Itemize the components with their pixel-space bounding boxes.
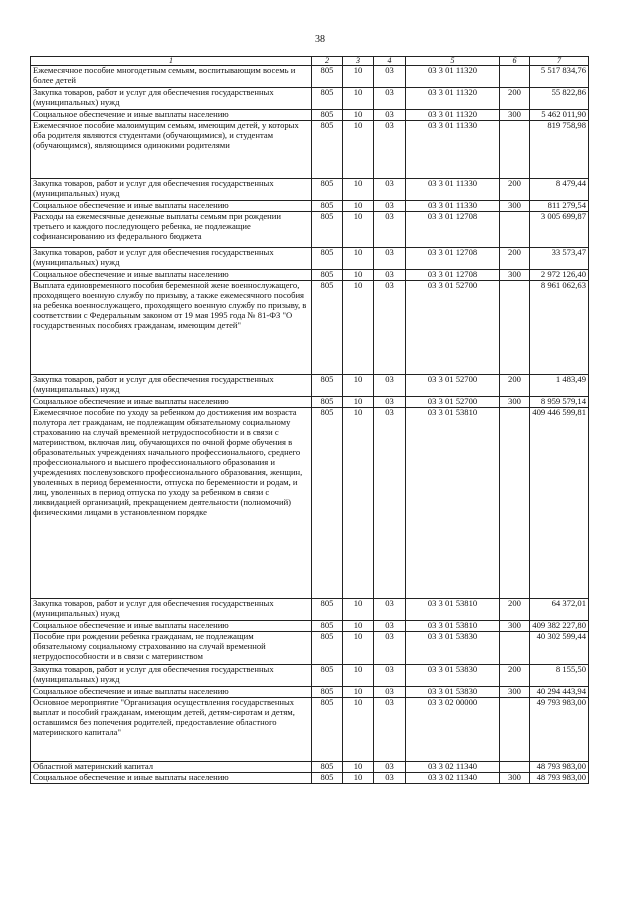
header-col-2: 2 (312, 57, 343, 66)
row-col-3: 10 (343, 121, 374, 179)
row-col-3: 10 (343, 698, 374, 762)
row-amount: 3 005 699,87 (530, 212, 589, 248)
header-col-1: 1 (31, 57, 312, 66)
row-col-5: 03 3 01 11320 (406, 66, 500, 88)
row-col-2: 805 (312, 375, 343, 397)
row-col-2: 805 (312, 281, 343, 375)
row-name: Ежемесячное пособие по уходу за ребенком до достижения им возраста полутора лет гражданам, не подлежащим обязательному социальному страхованию на случай временной нетрудоспособности и в связи с материнством, включая лиц, обучающихся по очной форме обучения в образовательных учреждениях начального профессионального, среднего профессионального и высшего профессионального образования и учреждениях послевузовского профессионального образования, женщин, уволенных в период беременности, отпуска по беременности и родам, и лиц, уволенных в период отпуска по уходу за ребенком в связи с ликвидацией организаций, прекращением деятельности (полномочий) физическими лицами в установленном порядке (31, 408, 312, 599)
row-col-6: 200 (500, 88, 530, 110)
row-col-3: 10 (343, 762, 374, 773)
row-name: Ежемесячное пособие многодетным семьям, воспитывающим восемь и более детей (31, 66, 312, 88)
row-col-6 (500, 212, 530, 248)
row-col-5: 03 3 01 12708 (406, 248, 500, 270)
row-col-4: 03 (374, 201, 406, 212)
row-col-5: 03 3 01 11320 (406, 88, 500, 110)
row-amount: 8 961 062,63 (530, 281, 589, 375)
row-col-4: 03 (374, 665, 406, 687)
table-row (31, 212, 589, 248)
row-col-5: 03 3 01 53810 (406, 599, 500, 621)
table-row (31, 121, 589, 179)
row-col-6 (500, 408, 530, 599)
table-row (31, 88, 589, 110)
row-amount: 409 446 599,81 (530, 408, 589, 599)
row-name: Социальное обеспечение и иные выплаты населению (31, 397, 312, 408)
row-name: Социальное обеспечение и иные выплаты населению (31, 773, 312, 784)
row-col-6 (500, 632, 530, 665)
row-col-3: 10 (343, 632, 374, 665)
header-col-3: 3 (343, 57, 374, 66)
row-amount: 48 793 983,00 (530, 773, 589, 784)
row-amount: 8 959 579,14 (530, 397, 589, 408)
row-col-3: 10 (343, 599, 374, 621)
row-amount: 64 372,01 (530, 599, 589, 621)
header-col-6: 6 (500, 57, 530, 66)
row-col-3: 10 (343, 687, 374, 698)
row-col-2: 805 (312, 773, 343, 784)
row-col-6 (500, 121, 530, 179)
row-amount: 819 758,98 (530, 121, 589, 179)
row-amount: 40 294 443,94 (530, 687, 589, 698)
row-col-4: 03 (374, 212, 406, 248)
row-col-6 (500, 66, 530, 88)
row-col-3: 10 (343, 773, 374, 784)
row-col-3: 10 (343, 270, 374, 281)
table-row (31, 762, 589, 773)
row-col-2: 805 (312, 248, 343, 270)
row-col-2: 805 (312, 665, 343, 687)
row-col-2: 805 (312, 599, 343, 621)
row-col-3: 10 (343, 375, 374, 397)
row-name: Закупка товаров, работ и услуг для обеспечения государственных (муниципальных) нужд (31, 88, 312, 110)
row-col-5: 03 3 02 11340 (406, 773, 500, 784)
header-col-4: 4 (374, 57, 406, 66)
row-name: Областной материнский капитал (31, 762, 312, 773)
row-col-5: 03 3 01 12708 (406, 212, 500, 248)
row-col-3: 10 (343, 66, 374, 88)
row-col-2: 805 (312, 66, 343, 88)
row-amount: 1 483,49 (530, 375, 589, 397)
row-col-4: 03 (374, 88, 406, 110)
row-col-3: 10 (343, 281, 374, 375)
row-col-3: 10 (343, 201, 374, 212)
table-row (31, 773, 589, 784)
header-col-7: 7 (530, 57, 589, 66)
row-name: Ежемесячное пособие малоимущим семьям, имеющим детей, у которых оба родителя являются студентами (обучающимися), и студентам (обучающимся), являющимся одинокими родителями (31, 121, 312, 179)
row-col-5: 03 3 01 52700 (406, 397, 500, 408)
row-col-4: 03 (374, 110, 406, 121)
row-col-4: 03 (374, 621, 406, 632)
row-name: Социальное обеспечение и иные выплаты населению (31, 687, 312, 698)
row-col-2: 805 (312, 621, 343, 632)
row-col-2: 805 (312, 632, 343, 665)
row-amount: 409 382 227,80 (530, 621, 589, 632)
row-amount: 40 302 599,44 (530, 632, 589, 665)
row-col-6: 200 (500, 248, 530, 270)
row-col-2: 805 (312, 408, 343, 599)
row-col-4: 03 (374, 687, 406, 698)
row-col-6: 300 (500, 621, 530, 632)
row-amount: 811 279,54 (530, 201, 589, 212)
table-row (31, 632, 589, 665)
row-col-6: 300 (500, 110, 530, 121)
row-col-5: 03 3 01 52700 (406, 281, 500, 375)
row-amount: 48 793 983,00 (530, 762, 589, 773)
row-amount: 8 155,50 (530, 665, 589, 687)
table-row (31, 179, 589, 201)
row-col-5: 03 3 01 11330 (406, 179, 500, 201)
table-row (31, 599, 589, 621)
row-amount: 5 517 834,76 (530, 66, 589, 88)
row-col-5: 03 3 01 11320 (406, 110, 500, 121)
row-name: Закупка товаров, работ и услуг для обеспечения государственных (муниципальных) нужд (31, 599, 312, 621)
row-col-4: 03 (374, 408, 406, 599)
header-col-5: 5 (406, 57, 500, 66)
row-name: Основное мероприятие "Организация осуществления государственных выплат и пособий гражданам, имеющим детей, детям-сиротам и детям, оставшимся без попечения родителей, предоставление областного материнского капитала" (31, 698, 312, 762)
row-col-4: 03 (374, 375, 406, 397)
row-col-6: 200 (500, 375, 530, 397)
row-col-6 (500, 281, 530, 375)
row-col-3: 10 (343, 179, 374, 201)
table-row (31, 621, 589, 632)
row-name: Расходы на ежемесячные денежные выплаты семьям при рождении третьего и каждого последующего ребенка, не подлежащие софинансированию из федерального бюджета (31, 212, 312, 248)
row-col-4: 03 (374, 281, 406, 375)
row-col-4: 03 (374, 632, 406, 665)
row-col-2: 805 (312, 179, 343, 201)
row-col-3: 10 (343, 110, 374, 121)
table-row (31, 687, 589, 698)
row-col-6: 200 (500, 179, 530, 201)
row-col-2: 805 (312, 201, 343, 212)
row-name: Закупка товаров, работ и услуг для обеспечения государственных (муниципальных) нужд (31, 179, 312, 201)
row-col-6: 300 (500, 397, 530, 408)
row-col-6: 200 (500, 599, 530, 621)
row-col-2: 805 (312, 397, 343, 408)
table-row (31, 698, 589, 762)
row-amount: 55 822,86 (530, 88, 589, 110)
row-col-5: 03 3 01 53830 (406, 632, 500, 665)
row-name: Закупка товаров, работ и услуг для обеспечения государственных (муниципальных) нужд (31, 375, 312, 397)
row-col-6: 300 (500, 270, 530, 281)
row-col-2: 805 (312, 687, 343, 698)
row-col-5: 03 3 02 11340 (406, 762, 500, 773)
row-col-6 (500, 698, 530, 762)
row-col-3: 10 (343, 408, 374, 599)
row-col-4: 03 (374, 397, 406, 408)
row-col-3: 10 (343, 212, 374, 248)
row-amount: 49 793 983,00 (530, 698, 589, 762)
table-row (31, 665, 589, 687)
row-col-6 (500, 762, 530, 773)
row-col-5: 03 3 01 53830 (406, 665, 500, 687)
table-row (31, 281, 589, 375)
table-row (31, 248, 589, 270)
row-col-2: 805 (312, 88, 343, 110)
budget-table (30, 56, 589, 784)
row-col-5: 03 3 02 00000 (406, 698, 500, 762)
page-number: 38 (315, 34, 325, 45)
table-row (31, 201, 589, 212)
row-col-5: 03 3 01 12708 (406, 270, 500, 281)
row-amount: 2 972 126,40 (530, 270, 589, 281)
row-amount: 5 462 011,90 (530, 110, 589, 121)
row-col-4: 03 (374, 698, 406, 762)
row-name: Выплата единовременного пособия беременной жене военнослужащего, проходящего военную службу по призыву, а также ежемесячного пособия на ребенка военнослужащего, проходящего военную службу по призыву, в соответствии с Федеральным законом от 19 мая 1995 года № 81-ФЗ "О государственных пособиях гражданам, имеющим детей" (31, 281, 312, 375)
row-name: Социальное обеспечение и иные выплаты населению (31, 201, 312, 212)
row-col-5: 03 3 01 11330 (406, 121, 500, 179)
row-name: Социальное обеспечение и иные выплаты населению (31, 621, 312, 632)
row-amount: 33 573,47 (530, 248, 589, 270)
row-col-4: 03 (374, 179, 406, 201)
row-col-5: 03 3 01 53830 (406, 687, 500, 698)
table-row (31, 270, 589, 281)
row-name: Пособие при рождении ребенка гражданам, не подлежащим обязательному социальному страхованию на случай временной нетрудоспособности и в связи с материнством (31, 632, 312, 665)
row-col-4: 03 (374, 66, 406, 88)
table-row (31, 375, 589, 397)
row-col-3: 10 (343, 248, 374, 270)
table-row (31, 110, 589, 121)
row-col-6: 300 (500, 687, 530, 698)
row-col-4: 03 (374, 248, 406, 270)
table-row (31, 408, 589, 599)
row-name: Закупка товаров, работ и услуг для обеспечения государственных (муниципальных) нужд (31, 248, 312, 270)
row-col-5: 03 3 01 11330 (406, 201, 500, 212)
table-row (31, 397, 589, 408)
row-col-3: 10 (343, 397, 374, 408)
row-col-4: 03 (374, 762, 406, 773)
row-col-6: 200 (500, 665, 530, 687)
row-name: Социальное обеспечение и иные выплаты населению (31, 270, 312, 281)
row-col-5: 03 3 01 53810 (406, 621, 500, 632)
row-col-4: 03 (374, 270, 406, 281)
row-col-6: 300 (500, 773, 530, 784)
row-col-5: 03 3 01 53810 (406, 408, 500, 599)
row-col-2: 805 (312, 121, 343, 179)
row-col-3: 10 (343, 88, 374, 110)
row-col-2: 805 (312, 212, 343, 248)
row-col-3: 10 (343, 665, 374, 687)
row-col-3: 10 (343, 621, 374, 632)
table-row (31, 66, 589, 88)
row-col-2: 805 (312, 110, 343, 121)
row-col-4: 03 (374, 121, 406, 179)
row-name: Социальное обеспечение и иные выплаты населению (31, 110, 312, 121)
row-col-4: 03 (374, 599, 406, 621)
row-col-4: 03 (374, 773, 406, 784)
row-col-6: 300 (500, 201, 530, 212)
row-name: Закупка товаров, работ и услуг для обеспечения государственных (муниципальных) нужд (31, 665, 312, 687)
row-amount: 8 479,44 (530, 179, 589, 201)
row-col-5: 03 3 01 52700 (406, 375, 500, 397)
row-col-2: 805 (312, 698, 343, 762)
row-col-2: 805 (312, 270, 343, 281)
row-col-2: 805 (312, 762, 343, 773)
